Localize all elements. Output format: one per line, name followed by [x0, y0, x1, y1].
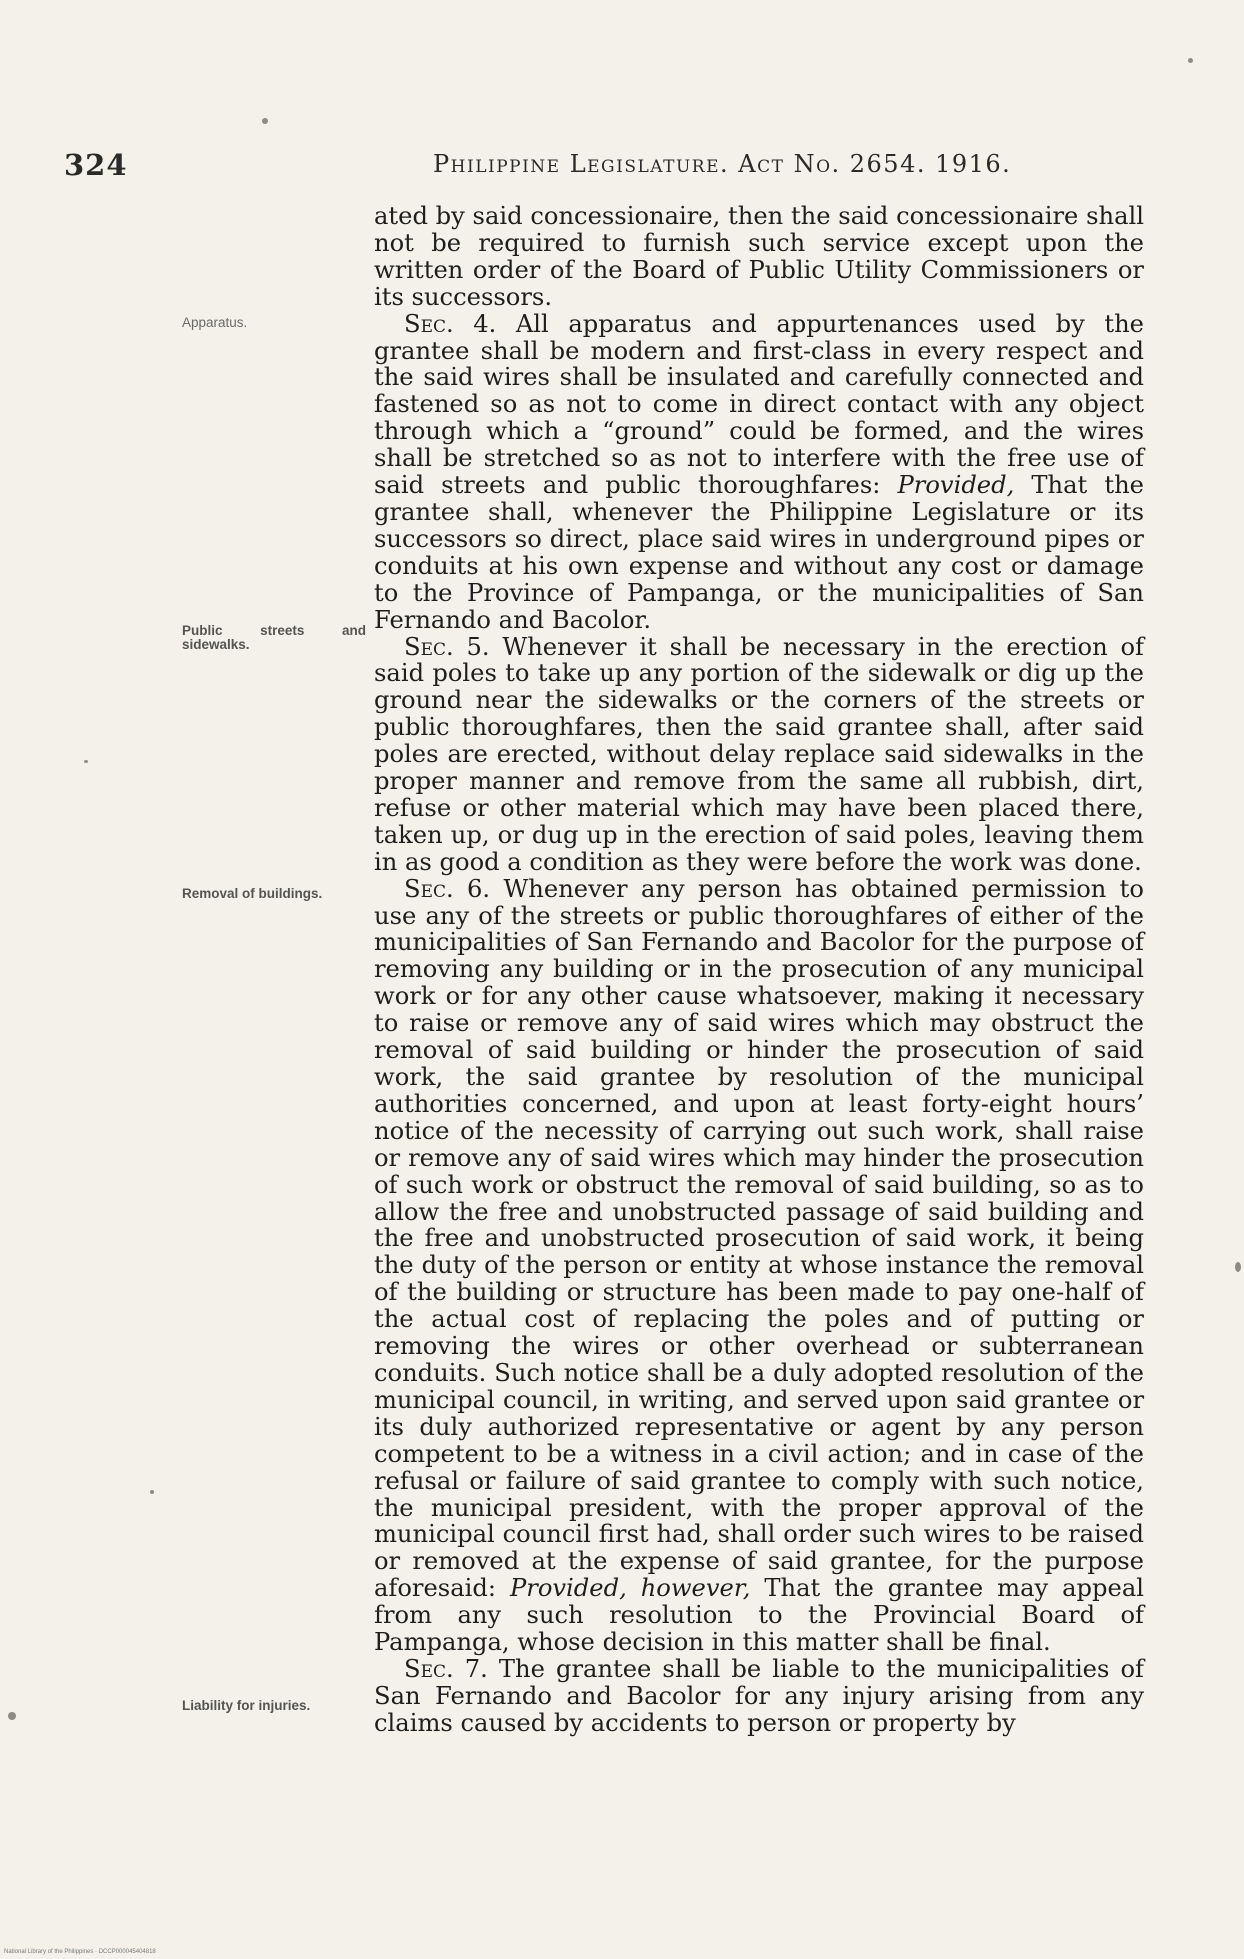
- section-text: The grantee shall be liable to the municipalities of San Fernando and Bacolor for any injury arising from any claims caused by accidents to person or property by: [374, 1654, 1144, 1737]
- page-number: 324: [64, 148, 128, 182]
- section-5: [374, 634, 1144, 876]
- section-text: Whenever any person has obtained permission to use any of the streets or public thoroughfares of either of the municipalities of San Fernando and Bacolor for the purpose of removing any building or in the prosecution of any municipal work or for any other cause whatsoever, making it necessary to raise or remove any of said wires which may obstruct the removal of said building or hinder the prosecution of said work, the said grantee by resolution of the municipal authorities concerned, and upon at least forty-eight hours’ notice of the necessity of carrying out such work, shall raise or remove any of said wires which may hinder the prosecution of such work or obstruct the removal of said building, so as to allow the free and unobstructed passage of said building and the free and unobstructed prosecution of said work, it being the duty of the person or entity at whose instance the removal of the building or structure has been made to pay one-half of the actual cost of replacing the poles and of putting or removing the wires or other overhead or subterranean conduits. Such notice shall be a duly adopted resolution of the municipal council, in writing, and served upon said grantee or its duly authorized representative or agent by any person competent to be a witness in a civil action; and in case of the refusal or failure of said grantee to comply with such notice, the municipal president, with the proper approval of the municipal council first had, shall order such wires to be raised or removed at the expense of said grantee, for the purpose aforesaid:: [374, 874, 1144, 1603]
- section-label: Sec. 7.: [404, 1654, 488, 1683]
- page-header: [0, 148, 1244, 188]
- sidenote-liability: Liability for injuries.: [182, 1698, 311, 1713]
- scan-speck: [84, 760, 88, 763]
- scan-speck: [8, 1712, 16, 1720]
- section-text: Whenever it shall be necessary in the erection of said poles to take up any portion of the sidewalk or dig up the ground near the sidewalks or the corners of the streets or public thoroughfares, then the said grantee shall, after said poles are erected, without delay replace said sidewalks in the proper manner and remove from the same all rubbish, dirt, refuse or other material which may have been placed there, taken up, or dug up in the erection of said poles, leaving them in as good a condition as they were before the work was done.: [374, 632, 1144, 876]
- scan-speck: [150, 1490, 154, 1494]
- body-text: [374, 203, 1144, 1737]
- section-label: Sec. 4.: [404, 309, 497, 338]
- section-text: That the grantee shall, whenever the Philippine Legislature or its successors so direct, place said wires in underground pipes or conduits at his own expense and without any cost or damage to the Province of Pampanga, or the municipalities of San Fernando and Bacolor.: [374, 471, 1144, 634]
- section-text: All apparatus and appurtenances used by the grantee shall be modern and first-class in every respect and the said wires shall be insulated and carefully connected and fastened so as not to come in direct contact with any object through which a “ground” could be formed, and the wires shall be stretched so as not to interfere with the free use of said streets and public thoroughfares:: [374, 309, 1144, 500]
- scan-speck: [262, 118, 268, 124]
- scan-speck: [1235, 1262, 1241, 1272]
- section-label: Sec. 6.: [404, 874, 491, 903]
- paragraph-continued: [374, 203, 1144, 311]
- sidenote-public-streets: Public streets and sidewalks.: [182, 623, 366, 652]
- scan-footer: National Library of the Philippines · DCCP000045404818: [4, 1949, 156, 1955]
- sidenote-removal-of-buildings: Removal of buildings.: [182, 886, 323, 901]
- section-text: That the grantee may appeal from any such resolution to the Provincial Board of Pampanga, whose decision in this matter shall be final.: [374, 1574, 1144, 1657]
- paragraph-text: ated by said concessionaire, then the said concessionaire shall not be required to furnish such service except upon the written order of the Board of Public Utility Commissioners or its successors.: [374, 202, 1144, 311]
- section-7: [374, 1656, 1144, 1737]
- section-4: [374, 311, 1144, 634]
- section-label: Sec. 5.: [404, 632, 490, 661]
- provided-however-italic: Provided, however,: [509, 1574, 751, 1603]
- section-6: [374, 876, 1144, 1656]
- running-head: Philippine Legislature. Act No. 2654. 1916.: [433, 150, 1012, 178]
- sidenote-apparatus: Apparatus.: [182, 315, 248, 330]
- provided-italic: Provided,: [897, 471, 1015, 500]
- scan-speck: [1188, 58, 1193, 63]
